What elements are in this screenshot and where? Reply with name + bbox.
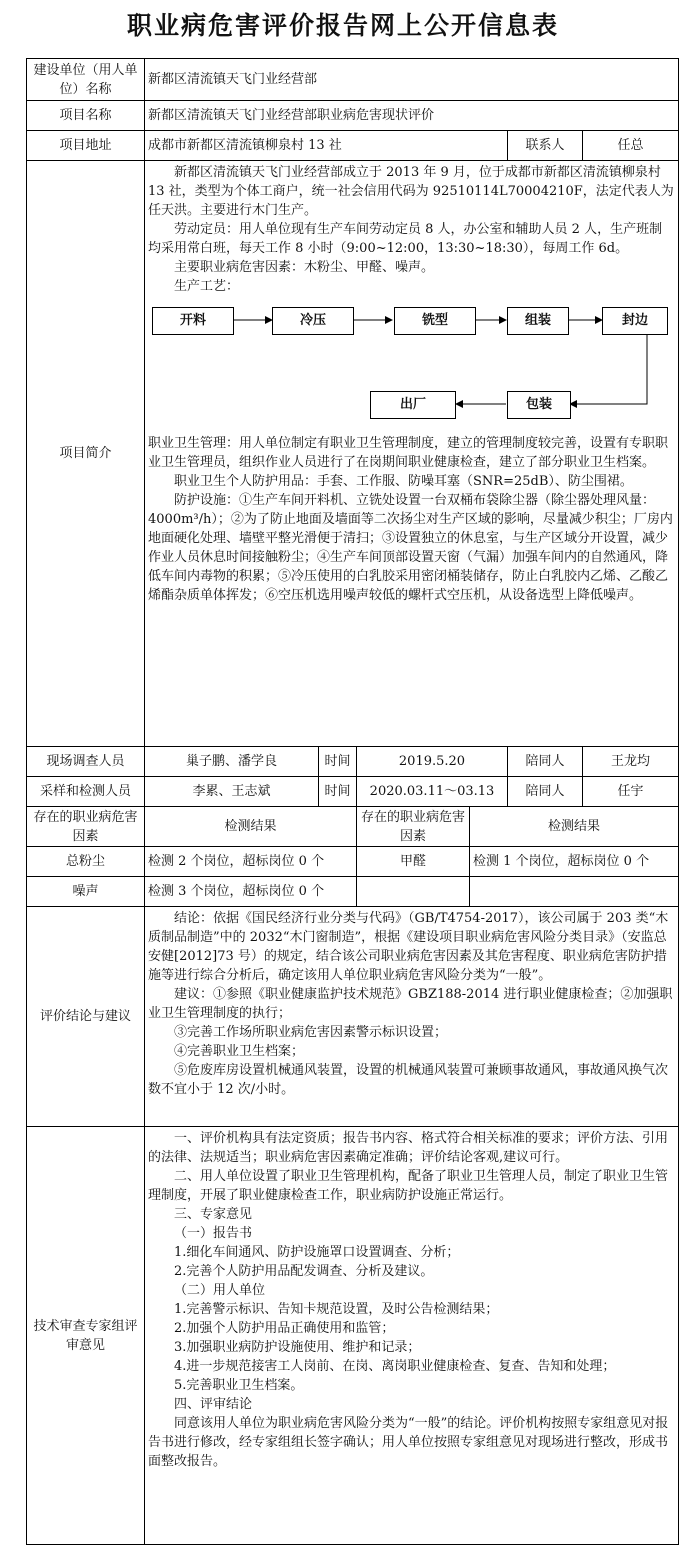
review-paragraph: 5.完善职业卫生档案。: [174, 1378, 304, 1393]
conclusion-paragraph: ③完善工作场所职业病危害因素警示标识设置；: [174, 1025, 448, 1040]
empty-cell: [470, 877, 679, 907]
project-name-value: 新都区清流镇天飞门业经营部职业病危害现状评价: [145, 101, 679, 131]
process-flow-diagram: [150, 300, 670, 430]
page-title: 职业病危害评价报告网上公开信息表: [126, 11, 559, 40]
label-survey-time: 时间: [319, 747, 357, 777]
hazard-formaldehyde-result: 检测 1 个岗位，超标岗位 0 个: [470, 847, 679, 877]
label-sampling-accompany: 陪同人: [508, 777, 583, 807]
survey-time-value: 2019.5.20: [357, 747, 508, 777]
intro-paragraph: 防护设施：①生产车间开料机、立铣处设置一台双桶布袋除尘器（除尘器处理风量：4000m³/h）；②为了防止地面及墙面等二次扬尘对生产区域的影响，尽量减少积尘；厂房内地面硬化处理、墙壁平整光滑便于清扫；③设置独立的休息室，与生产区域分开设置，减少作业人员休息时间接触粉尘；④生产车间顶部设置天窗（气漏）加强车间内的自然通风，降低车间内毒物的积累；⑤冷压使用的白乳胶采用密闭桶装储存，防止白乳胶内乙烯、乙酸乙烯酯杂质单体挥发；⑥空压机选用噪声较低的螺杆式空压机，从设备选型上降低噪声。: [148, 493, 673, 603]
flow-step-milling: 铣型: [394, 307, 476, 335]
sampling-accompany-value: 任宇: [583, 777, 679, 807]
review-paragraph: 1.完善警示标识、告知卡规范设置，及时公告检测结果；: [174, 1302, 499, 1317]
construction-unit-value: 新都区清流镇天飞门业经营部: [145, 59, 679, 101]
review-paragraph: 三、专家意见: [174, 1207, 253, 1222]
conclusion-paragraph: 建议：①参照《职业健康监护技术规范》GBZ188-2014 进行职业健康检查；②加强职业卫生管理制度的执行；: [148, 987, 673, 1021]
flow-step-packaging: 包装: [507, 391, 571, 419]
contact-value: 任总: [583, 131, 679, 161]
label-hazard-factor: 存在的职业病危害因素: [27, 807, 145, 847]
survey-staff-value: 巢子鹏、潘学良: [145, 747, 319, 777]
flow-step-edge-banding: 封边: [602, 307, 668, 335]
label-project-address: 项目地址: [27, 131, 145, 161]
flow-step-shipping: 出厂: [370, 391, 456, 419]
hazard-dust-name: 总粉尘: [27, 847, 145, 877]
review-paragraph: 同意该用人单位为职业病危害风险分类为“一般”的结论。评价机构按照专家组意见对报告书进行修改，经专家组组长签字确认；用人单位按照专家组意见对现场进行整改，形成书面整改报告。: [148, 1416, 669, 1469]
review-paragraph: （二）用人单位: [174, 1283, 266, 1298]
intro-paragraph: 生产工艺：: [174, 279, 240, 294]
empty-cell: [357, 877, 470, 907]
hazard-dust-result: 检测 2 个岗位，超标岗位 0 个: [145, 847, 357, 877]
flow-step-cutting: 开料: [152, 307, 234, 335]
label-test-result-2: 检测结果: [470, 807, 679, 847]
project-intro-cell: [145, 161, 679, 747]
hazard-formaldehyde-name: 甲醛: [357, 847, 470, 877]
review-paragraph: 1.细化车间通风、防护设施罩口设置调查、分析；: [174, 1245, 460, 1260]
label-project-intro: 项目简介: [27, 161, 145, 747]
flow-step-cold-press: 冷压: [272, 307, 354, 335]
intro-paragraph: 劳动定员：用人单位现有生产车间劳动定员 8 人，办公室和辅助人员 2 人，生产班制均采用常白班，每天工作 8 小时（9:00~12:00，13:30~18:30），每周工作 6d。: [148, 222, 663, 256]
label-hazard-factor-2: 存在的职业病危害因素: [357, 807, 470, 847]
label-construction-unit: 建设单位（用人单位）名称: [27, 59, 145, 101]
label-sampling-staff: 采样和检测人员: [27, 777, 145, 807]
review-paragraph: 一、评价机构具有法定资质；报告书内容、格式符合相关标准的要求；评价方法、引用的法律、法规适当；职业病危害因素确定准确；评价结论客观,建议可行。: [148, 1131, 669, 1165]
info-table: [26, 58, 679, 1545]
intro-paragraph: 新都区清流镇天飞门业经营部成立于 2013 年 9 月，位于成都市新都区清流镇柳泉村 13 社，类型为个体工商户，统一社会信用代码为 92510114L70004210F，法定代表人为任天洪。主要进行木门生产。: [148, 165, 674, 218]
review-paragraph: （一）报告书: [174, 1226, 253, 1241]
label-survey-accompany: 陪同人: [508, 747, 583, 777]
label-project-name: 项目名称: [27, 101, 145, 131]
review-paragraph: 二、用人单位设置了职业卫生管理机构，配备了职业卫生管理人员，制定了职业卫生管理制度，开展了职业健康检查工作，职业病防护设施正常运行。: [148, 1169, 669, 1203]
conclusion-cell: [145, 907, 679, 1127]
label-conclusion: 评价结论与建议: [27, 907, 145, 1127]
conclusion-paragraph: 结论：依据《国民经济行业分类与代码》（GB/T4754-2017），该公司属于 203 类“木质制品制造”中的 2032“木门窗制造”，根据《建设项目职业病危害风险分类目录》（安监总安健[2012]73 号）的规定，结合该公司职业病危害因素及其危害程度、职业病危害防护措施等进行综合分析后，确定该用人单位职业病危害风险分类为“一般”。: [148, 911, 669, 983]
project-address-value: 成都市新都区清流镇柳泉村 13 社: [145, 131, 508, 161]
label-review: 技术审查专家组评审意见: [27, 1127, 145, 1545]
intro-paragraph: 职业卫生管理：用人单位制定有职业卫生管理制度，建立的管理制度较完善，设置有专职职业卫生管理员，组织作业人员进行了在岗期间职业健康检查，建立了部分职业卫生档案。: [148, 436, 669, 470]
sampling-staff-value: 李累、王志斌: [145, 777, 319, 807]
label-sampling-time: 时间: [319, 777, 357, 807]
flow-step-assembly: 组装: [507, 307, 569, 335]
sampling-time-value: 2020.03.11～03.13: [357, 777, 508, 807]
survey-accompany-value: 王龙均: [583, 747, 679, 777]
review-paragraph: 2.完善个人防护用品配发调查、分析及建议。: [174, 1264, 434, 1279]
intro-paragraph: 主要职业病危害因素：木粉尘、甲醛、噪声。: [174, 260, 435, 275]
conclusion-paragraph: ⑤危废库房设置机械通风装置，设置的机械通风装置可兼顾事故通风，事故通风换气次数不宜小于 12 次/小时。: [148, 1063, 669, 1097]
hazard-noise-result: 检测 3 个岗位，超标岗位 0 个: [145, 877, 357, 907]
review-paragraph: 四、评审结论: [174, 1397, 253, 1412]
label-survey-staff: 现场调查人员: [27, 747, 145, 777]
review-paragraph: 4.进一步规范接害工人岗前、在岗、离岗职业健康检查、复查、告知和处理；: [174, 1359, 616, 1374]
review-paragraph: 2.加强个人防护用品正确使用和监管；: [174, 1321, 395, 1336]
review-paragraph: 3.加强职业病防护设施使用、维护和记录；: [174, 1340, 421, 1355]
conclusion-paragraph: ④完善职业卫生档案；: [174, 1044, 305, 1059]
intro-paragraph: 职业卫生个人防护用品：手套、工作服、防噪耳塞（SNR=25dB）、防尘围裙。: [174, 474, 633, 489]
review-cell: [145, 1127, 679, 1545]
hazard-noise-name: 噪声: [27, 877, 145, 907]
label-test-result: 检测结果: [145, 807, 357, 847]
label-contact: 联系人: [508, 131, 583, 161]
